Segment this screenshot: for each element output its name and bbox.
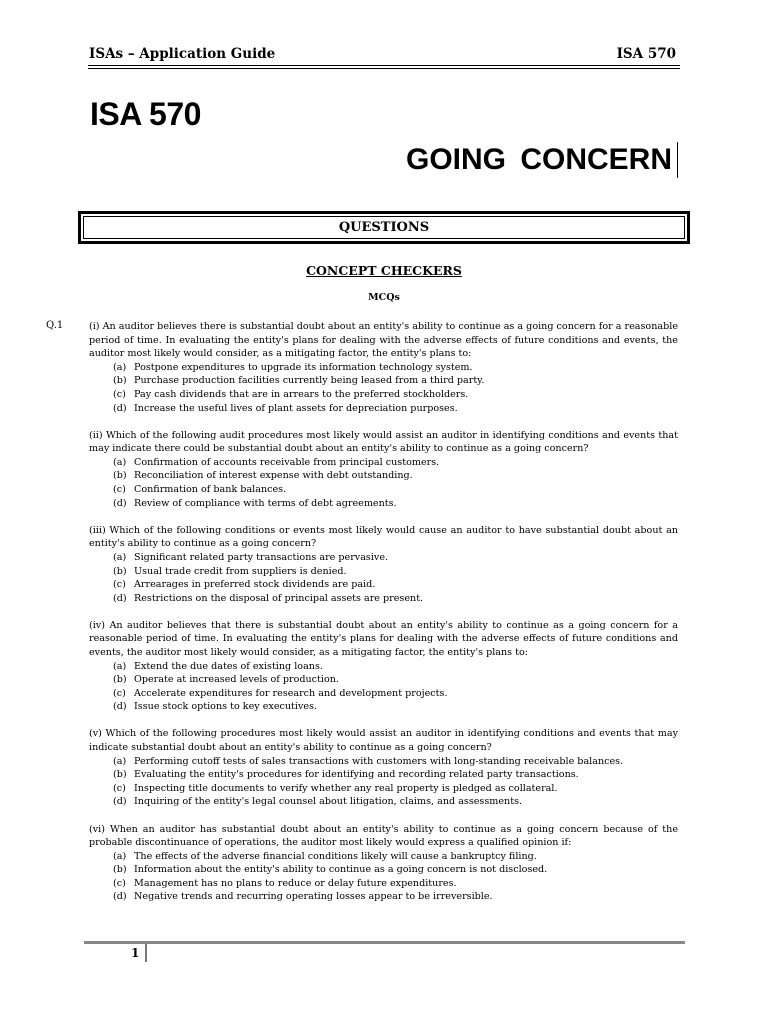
option-label: (d) (113, 497, 127, 509)
option-label: (b) (113, 470, 127, 482)
answer-option (89, 890, 678, 904)
question-list (89, 320, 678, 918)
option-label: (c) (113, 579, 126, 591)
question-stem: (iv) An auditor believes that there is substantial doubt about an entity's ability to continue as a going concern for a reasonable period of time. In evaluating the entity's plans for dealing with the adverse effects of future conditions and events, the auditor most likely would consider, as a mitigating factor, the entity's plans to: (89, 619, 678, 658)
option-text: Arrearages in preferred stock dividends are paid. (134, 579, 376, 591)
question-block (89, 429, 678, 511)
answer-option (89, 551, 678, 565)
answer-option (89, 863, 678, 877)
question-block (89, 320, 678, 415)
answer-option (89, 673, 678, 687)
answer-option (89, 388, 678, 402)
option-label: (d) (113, 402, 127, 414)
option-text: Negative trends and recurring operating losses appear to be irreversible. (134, 891, 493, 903)
question-stem: (ii) Which of the following audit procedures most likely would assist an auditor in identifying conditions and events that may indicate there could be substantial doubt about an entity's ability to continue as a going concern? (89, 429, 678, 455)
question-stem: (iii) Which of the following conditions or events most likely would cause an auditor to have substantial doubt about an entity's ability to continue as a going concern? (89, 524, 678, 550)
option-label: (d) (113, 796, 127, 808)
option-label: (a) (113, 755, 127, 767)
option-text: Postpone expenditures to upgrade its information technology system. (134, 361, 473, 373)
question-stem: (vi) When an auditor has substantial doubt about an entity's ability to continue as a going concern because of the probable discontinuance of operations, the auditor most likely would express a qualified opinion if: (89, 823, 678, 849)
mcqs-heading: MCQs (368, 292, 400, 303)
option-label: (c) (113, 782, 126, 794)
option-text: Confirmation of bank balances. (134, 484, 287, 496)
option-text: Significant related party transactions are pervasive. (134, 551, 389, 563)
question-block (89, 524, 678, 606)
option-label: (b) (113, 864, 127, 876)
answer-option (89, 687, 678, 701)
option-text: Usual trade credit from suppliers is denied. (134, 565, 347, 577)
option-label: (c) (113, 388, 126, 400)
answer-option (89, 592, 678, 606)
answer-option (89, 497, 678, 511)
option-label: (d) (113, 701, 127, 713)
option-text: Evaluating the entity's procedures for identifying and recording related party transactions. (134, 769, 579, 781)
option-label: (d) (113, 891, 127, 903)
answer-option (89, 850, 678, 864)
header-rule-top (88, 65, 680, 66)
answer-option (89, 578, 678, 592)
option-label: (c) (113, 687, 126, 699)
option-text: Review of compliance with terms of debt agreements. (134, 497, 397, 509)
concept-checkers-text: CONCEPT CHECKERS (306, 263, 462, 278)
option-text: Extend the due dates of existing loans. (134, 660, 323, 672)
option-label: (c) (113, 484, 126, 496)
answer-option (89, 361, 678, 375)
concept-checkers-heading (0, 263, 768, 278)
answer-option (89, 565, 678, 579)
answer-option (89, 755, 678, 769)
option-text: Restrictions on the disposal of principal assets are present. (134, 592, 424, 604)
question-block (89, 727, 678, 809)
header-rule-bottom (88, 68, 680, 69)
question-block (89, 823, 678, 905)
option-label: (d) (113, 592, 127, 604)
option-text: Reconciliation of interest expense with debt outstanding. (134, 470, 413, 482)
option-text: Increase the useful lives of plant assets for depreciation purposes. (134, 402, 458, 414)
standard-title: ISA 570 (90, 96, 201, 132)
answer-option (89, 456, 678, 470)
option-text: Operate at increased levels of production. (134, 674, 339, 686)
option-text: Inspecting title documents to verify whether any real property is pledged as collateral. (134, 782, 558, 794)
questions-banner (78, 211, 690, 244)
option-text: Management has no plans to reduce or delay future expenditures. (134, 877, 457, 889)
option-label: (a) (113, 660, 127, 672)
answer-option (89, 483, 678, 497)
option-text: Performing cutoff tests of sales transactions with customers with long-standing receivable balances. (134, 755, 624, 767)
answer-option (89, 782, 678, 796)
option-text: Information about the entity's ability to continue as a going concern is not disclosed. (134, 864, 548, 876)
option-label: (a) (113, 361, 127, 373)
question-block (89, 619, 678, 714)
answer-option (89, 877, 678, 891)
option-label: (b) (113, 375, 127, 387)
questions-banner-label: QUESTIONS (83, 216, 685, 239)
option-text: Accelerate expenditures for research and development projects. (134, 687, 448, 699)
option-text: The effects of the adverse financial conditions likely will cause a bankruptcy filing. (134, 850, 537, 862)
option-label: (a) (113, 551, 127, 563)
page-number-divider (145, 944, 147, 962)
answer-option (89, 374, 678, 388)
subject-title: GOING CONCERN (406, 142, 678, 178)
answer-option (89, 700, 678, 714)
answer-option (89, 402, 678, 416)
answer-option (89, 795, 678, 809)
question-stem: (v) Which of the following procedures most likely would assist an auditor in identifying conditions and events that may indicate substantial doubt about an entity's ability to continue as a going concern? (89, 728, 678, 754)
option-label: (a) (113, 456, 127, 468)
option-text: Purchase production facilities currently being leased from a third party. (134, 375, 485, 387)
option-label: (b) (113, 674, 127, 686)
footer-rule (84, 941, 685, 944)
answer-option (89, 469, 678, 483)
answer-option (89, 660, 678, 674)
option-label: (b) (113, 565, 127, 577)
running-header-title: ISAs – Application Guide (89, 46, 276, 62)
option-text: Inquiring of the entity's legal counsel about litigation, claims, and assessments. (134, 796, 523, 808)
page-number: 1 (131, 946, 140, 960)
option-label: (b) (113, 769, 127, 781)
option-text: Confirmation of accounts receivable from principal customers. (134, 456, 440, 468)
option-label: (a) (113, 850, 127, 862)
option-text: Issue stock options to key executives. (134, 701, 318, 713)
question-stem: (i) An auditor believes there is substantial doubt about an entity's ability to continue as a going concern for a reasonable period of time. In evaluating the entity's plans for dealing with the adverse effects of future conditions and events, the auditor most likely would consider, as a mitigating factor, the entity's plans to: (89, 321, 678, 360)
option-label: (c) (113, 877, 126, 889)
answer-option (89, 768, 678, 782)
running-header-standard: ISA 570 (616, 46, 676, 62)
question-number: Q.1 (46, 320, 64, 331)
option-text: Pay cash dividends that are in arrears to the preferred stockholders. (134, 388, 469, 400)
